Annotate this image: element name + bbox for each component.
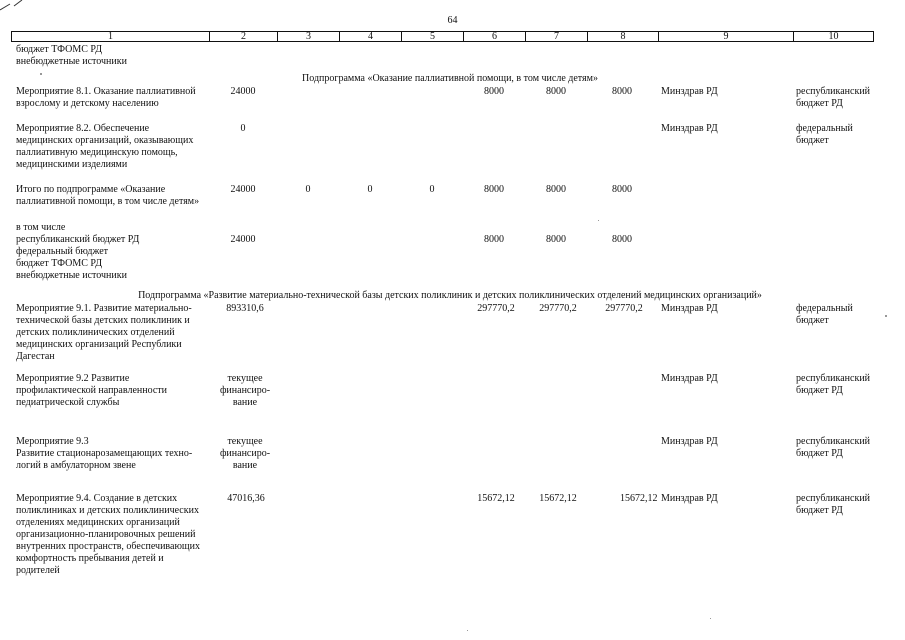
cell-col8: 8000: [612, 184, 632, 195]
scan-speck: [598, 220, 599, 221]
cell-col3: 0: [305, 184, 311, 195]
cell-col7: 8000: [546, 234, 566, 245]
activity-name: Мероприятие 9.3 Развитие стационарозамещающих техно- логий в амбулаторном звене: [16, 436, 193, 471]
subprogram-9-title: Подпрограмма «Развитие материально-технической базы детских поликлиник и детских поликлинических отделений медицинских организаций»: [138, 290, 762, 301]
top-row-tfoms: бюджет ТФОМС РД: [16, 44, 103, 55]
responsible-executor: Минздрав РД: [661, 86, 718, 97]
cell-col8: 8000: [612, 86, 632, 97]
cell-col7: 8000: [546, 86, 566, 97]
cell-col2: 47016,36: [227, 493, 265, 504]
scan-corner-mark: [0, 0, 40, 14]
column-header-5: 5: [402, 32, 464, 41]
column-header-7: 7: [526, 32, 588, 41]
responsible-executor: Минздрав РД: [661, 373, 718, 384]
page-number: 64: [447, 15, 458, 26]
scan-speck: [40, 73, 42, 75]
cell-col7: 8000: [546, 184, 566, 195]
column-header-2: 2: [210, 32, 278, 41]
funding-source: республиканский бюджет РД: [796, 493, 871, 516]
activity-name: Мероприятие 9.2 Развитие профилактической направленности педиатрической службы: [16, 373, 167, 408]
funding-source: федеральный бюджет: [796, 123, 853, 146]
funding-source: федеральный бюджет: [796, 303, 853, 326]
column-header-3: 3: [278, 32, 340, 41]
cell-col2: текущее финансиро- вание: [219, 373, 271, 408]
activity-name: Мероприятие 8.2. Обеспечение медицинских организаций, оказывающих паллиативную медицинскую помощь, медицинскими изделиями: [16, 123, 194, 170]
scan-speck: [467, 630, 468, 631]
cell-col7: 297770,2: [539, 303, 577, 314]
cell-col2: 24000: [230, 184, 256, 195]
column-header-9: 9: [659, 32, 794, 41]
total-label: Итого по подпрограмме «Оказание паллиативной помощи, в том числе детям»: [16, 184, 200, 207]
cell-col8: 297770,2: [605, 303, 643, 314]
cell-col8: 8000: [612, 234, 632, 245]
column-header-row: [11, 31, 874, 42]
responsible-executor: Минздрав РД: [661, 436, 718, 447]
column-header-8: 8: [588, 32, 659, 41]
cell-col2: 0: [240, 123, 246, 134]
cell-col7: 15672,12: [539, 493, 577, 504]
column-header-4: 4: [340, 32, 402, 41]
cell-col6: 8000: [484, 86, 504, 97]
column-header-10: 10: [828, 31, 839, 42]
responsible-executor: Минздрав РД: [661, 493, 718, 504]
column-header-1: 1: [12, 32, 210, 41]
responsible-executor: Минздрав РД: [661, 303, 718, 314]
activity-name: Мероприятие 9.1. Развитие материально- технической базы детских поликлиник и детских поликлинических отделений медицинских организаций Республики Дагестан: [16, 303, 192, 362]
funding-source: республиканский бюджет РД: [796, 86, 871, 109]
funding-source: республиканский бюджет РД: [796, 436, 871, 459]
cell-col2: 24000: [230, 234, 256, 245]
funding-source: республиканский бюджет РД: [796, 373, 871, 396]
including-label: в том числе республиканский бюджет РД федеральный бюджет бюджет ТФОМС РД внебюджетные источники: [16, 222, 140, 281]
cell-col2: 893310,6: [226, 303, 264, 314]
cell-col2: 24000: [230, 86, 256, 97]
cell-col8: 15672,12: [620, 493, 658, 504]
cell-col6: 15672,12: [477, 493, 515, 504]
activity-name: Мероприятие 9.4. Создание в детских поликлиниках и детских поликлинических отделениях медицинских организаций организационно-планировочных решений внутренних пространств, обеспечивающих комфортность пребывания детей и родителей: [16, 493, 200, 576]
cell-col5: 0: [429, 184, 435, 195]
top-row-extrabudget: внебюджетные источники: [16, 56, 127, 67]
activity-name: Мероприятие 8.1. Оказание паллиативной взрослому и детскому населению: [16, 86, 196, 109]
cell-col6: 297770,2: [477, 303, 515, 314]
subprogram-8-title: Подпрограмма «Оказание паллиативной помощи, в том числе детям»: [302, 73, 598, 84]
responsible-executor: Минздрав РД: [661, 123, 718, 134]
scan-speck: [710, 618, 711, 619]
cell-col6: 8000: [484, 184, 504, 195]
scan-speck: [885, 315, 887, 317]
cell-col4: 0: [367, 184, 373, 195]
cell-col2: текущее финансиро- вание: [219, 436, 271, 471]
column-header-6: 6: [464, 32, 526, 41]
cell-col6: 8000: [484, 234, 504, 245]
